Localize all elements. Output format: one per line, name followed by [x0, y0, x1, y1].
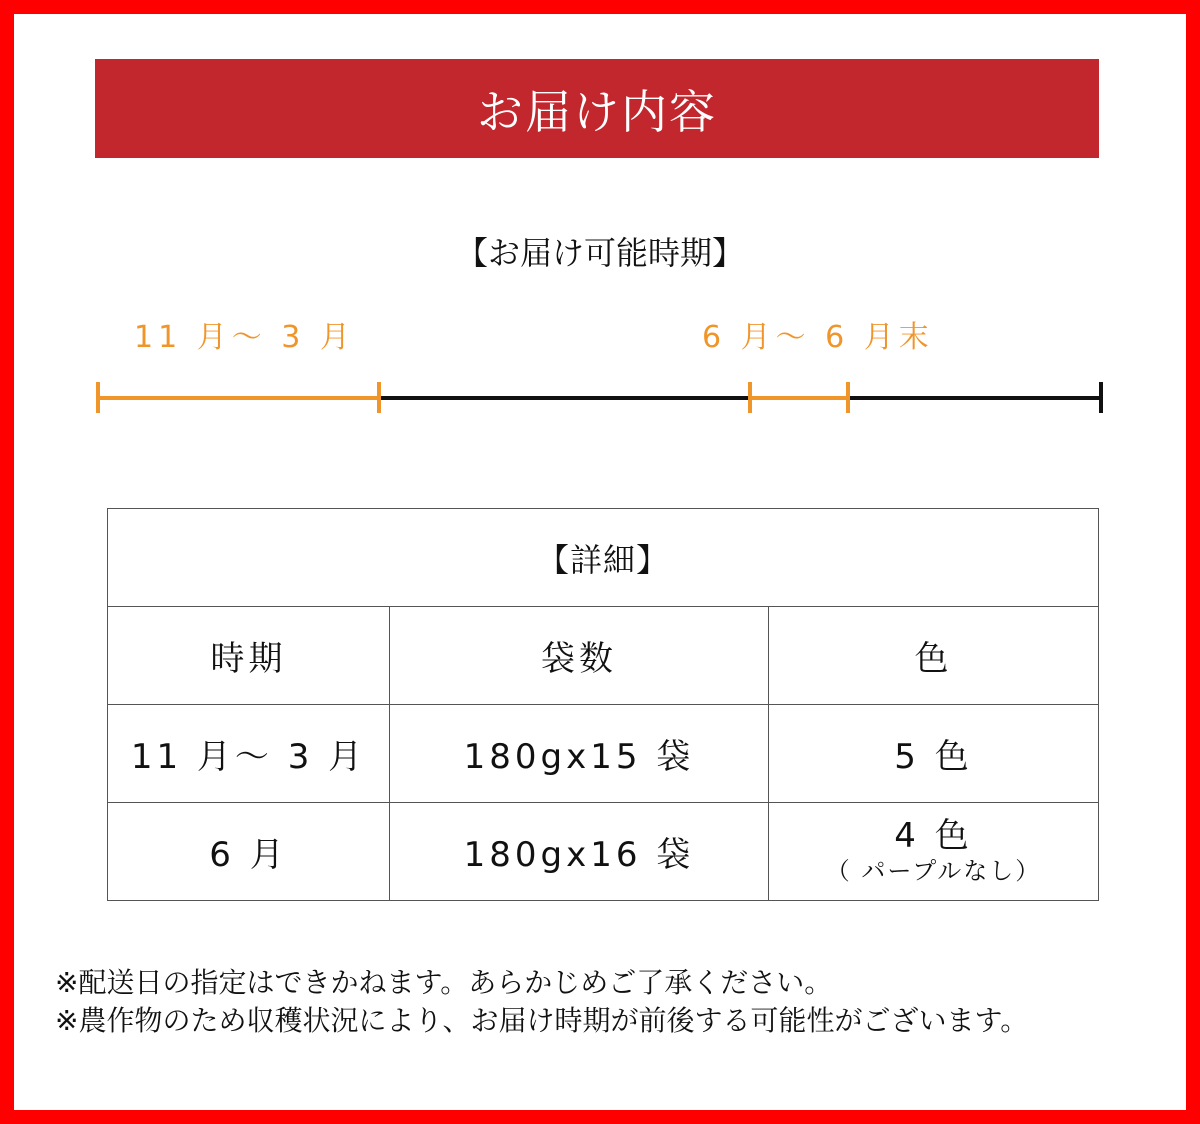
- table-row: [108, 705, 1099, 803]
- row-bags: 180gx15 袋: [390, 705, 769, 803]
- table-row: [108, 803, 1099, 901]
- row-bags: 180gx16 袋: [390, 803, 769, 901]
- row-color-note: （ パープルなし）: [825, 856, 1042, 885]
- row-period: 6 月: [108, 803, 390, 901]
- details-caption-row: [108, 509, 1099, 607]
- row-color: 4 色: [894, 816, 973, 857]
- delivery-range-label-1: 11 月～ 3 月: [134, 320, 355, 355]
- row-color: 5 色: [769, 705, 1099, 803]
- row-color-cell: [769, 803, 1099, 901]
- delivery-period-title: 【お届け可能時期】: [455, 234, 744, 272]
- header-color: 色: [769, 607, 1099, 705]
- note-line: ※配送日の指定はできかねます。あらかじめご了承ください。: [55, 966, 833, 999]
- details-caption: 【詳細】: [108, 509, 1099, 607]
- header-bags: 袋数: [390, 607, 769, 705]
- details-header-row: [108, 607, 1099, 705]
- page-title-banner: [95, 59, 1099, 158]
- notes: [55, 964, 1028, 1040]
- delivery-timeline: [90, 370, 1110, 430]
- row-period: 11 月～ 3 月: [108, 705, 390, 803]
- header-period: 時期: [108, 607, 390, 705]
- note-line: ※農作物のため収穫状況により、お届け時期が前後する可能性がございます。: [55, 1004, 1029, 1037]
- details-table: [107, 508, 1099, 901]
- delivery-range-label-2: 6 月～ 6 月末: [702, 320, 934, 355]
- page-title: お届け内容: [477, 84, 717, 139]
